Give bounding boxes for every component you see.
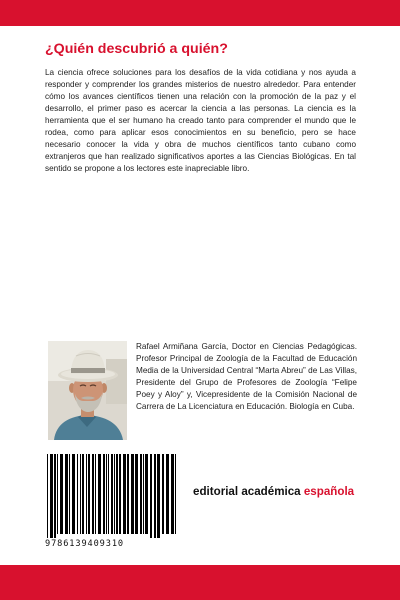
publisher-name-accent: española [303, 485, 355, 498]
barcode-bar [47, 454, 48, 538]
barcode-bar [154, 454, 156, 538]
author-biography: Rafael Armiñana García, Doctor en Ciencias Pedagógicas. Profesor Principal de Zoología de la Facultad de Educación Media de la Universidad Central “Marta Abreu” de Las Villas, Presidente del Grupo de Profesores de Zoología “Felipe Poey y Aloy” y, Vicepresidente de la Comisión Nacional de Carrera de La Licenciatura en Educación. Biología en Cuba. [136, 342, 357, 411]
barcode-bar [131, 454, 134, 534]
barcode-bar [108, 454, 109, 534]
barcode-bar [114, 454, 115, 534]
publisher-logo-text [193, 485, 354, 498]
barcode-bar [166, 454, 169, 534]
barcode-bar [127, 454, 129, 534]
barcode-bar [60, 454, 63, 534]
barcode-bar [111, 454, 113, 534]
barcode-bar [88, 454, 90, 534]
barcode-bar [157, 454, 160, 538]
barcode-bar [143, 454, 144, 534]
barcode-bar [77, 454, 78, 534]
barcode-bar [116, 454, 118, 534]
barcode-bar [103, 454, 105, 534]
barcode-bar [162, 454, 164, 534]
barcode-bar [98, 454, 101, 534]
barcode-bar [50, 454, 53, 538]
barcode-bar [140, 454, 142, 534]
barcode-bar [145, 454, 148, 534]
barcode-bar [106, 454, 107, 534]
publisher-name: editorial académica [193, 485, 301, 498]
barcode-bar [54, 454, 56, 538]
barcode-bar [65, 454, 68, 534]
isbn-number: 9786139409310 [45, 539, 124, 549]
top-red-band [0, 0, 400, 26]
barcode-bar [95, 454, 96, 534]
author-photo [48, 341, 127, 440]
barcode-bar [82, 454, 84, 534]
barcode-bar [150, 454, 152, 538]
book-title: ¿Quién descubrió a quién? [45, 41, 228, 57]
barcode-bar [135, 454, 138, 534]
barcode-bar [69, 454, 70, 534]
barcode-bar [86, 454, 87, 534]
book-description: La ciencia ofrece soluciones para los desafíos de la vida cotidiana y nos ayuda a responder y comprender los grandes misterios de nuestro alrededor. Para entender cómo los avances científicos tienen una relación con la promoción de la paz y el desarrollo, el primer paso es acercar la ciencia a las personas. La ciencia es la herramienta que el ser humano ha creado tanto para comprender el mundo que le rodea, como para aplicar esos conocimientos en su beneficio, pero se hace necesario conocer la vida y obra de muchos científicos tanto cubano como extranjeros que han realizado significativos aportes a las Ciencias Biológicas. En tal sentido se propone a los lectores este inapreciable libro. [45, 68, 356, 173]
barcode-bar [175, 454, 176, 534]
barcode-bar [72, 454, 75, 534]
barcode-bar [92, 454, 94, 534]
barcode-bar [171, 454, 174, 534]
barcode-bar [123, 454, 126, 534]
barcode-bar [119, 454, 121, 534]
bottom-red-band [0, 565, 400, 600]
isbn-barcode [45, 454, 178, 538]
barcode-bar [80, 454, 81, 534]
barcode-bar [57, 454, 58, 534]
